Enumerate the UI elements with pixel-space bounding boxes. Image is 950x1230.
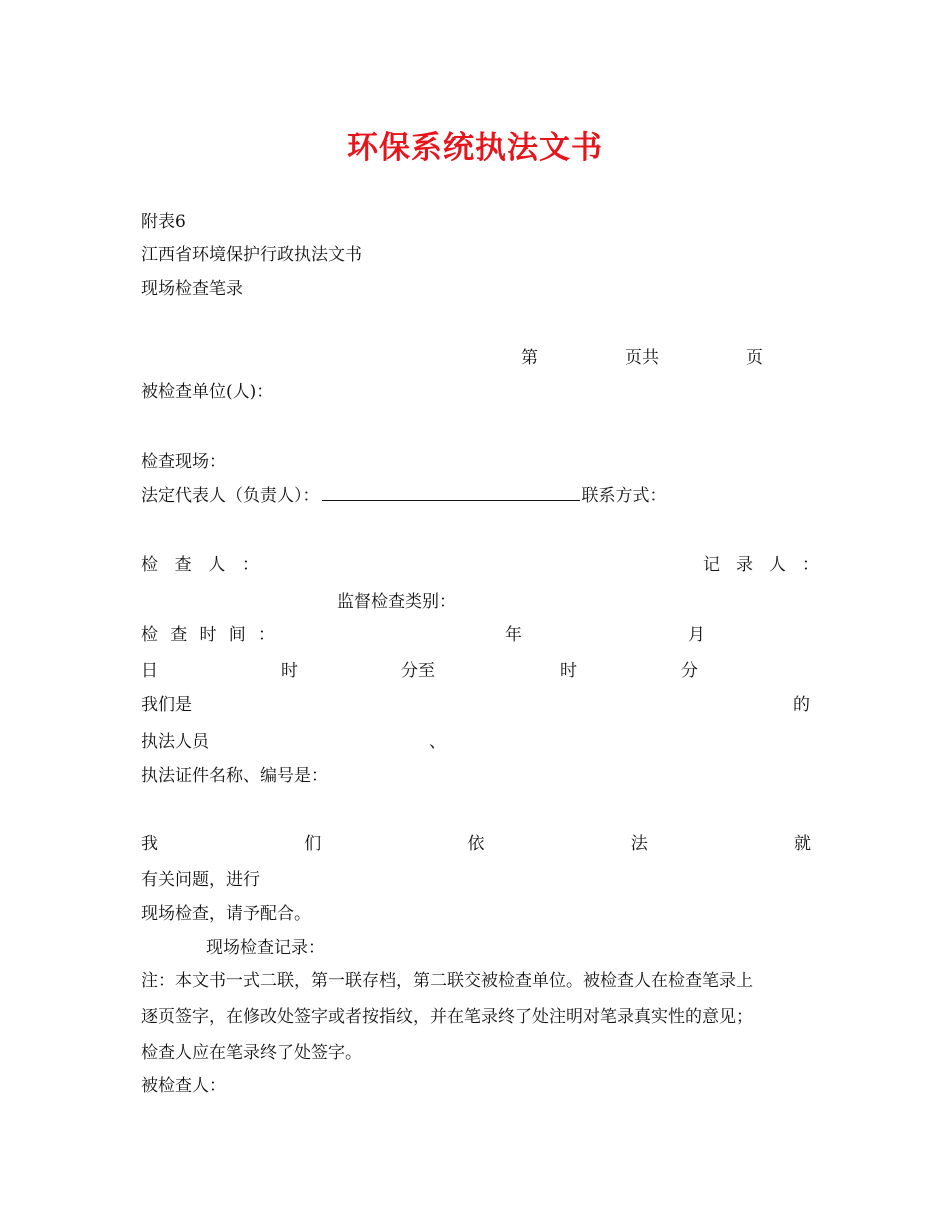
officers-separator: 、 [429,732,446,752]
category-label: 监督检查类别： [337,592,456,612]
of-label: 的 [793,695,810,715]
page-number-ye-gong: 页共 [625,348,659,368]
note-line-3: 检查人应在笔录终了处签字。 [141,1043,362,1063]
legal-rep-blank [322,483,580,501]
hour-label-1: 时 [281,661,298,681]
inspector-char-2: 查 [174,555,192,575]
certificate-label: 执法证件名称、编号是： [141,766,328,786]
time-char-5: ： [258,625,275,645]
cooperate-line: 现场检查，请予配合。 [141,904,311,924]
recorder-char-1: 记 [703,555,720,575]
statement-word-1: 我 [141,834,158,854]
we-are-label: 我们是 [141,695,192,715]
time-char-2: 查 [170,625,188,645]
agency-name: 江西省环境保护行政执法文书 [141,245,362,265]
recorder-char-2: 录 [736,555,753,575]
officers-label: 执法人员 [141,732,209,752]
page-number-di: 第 [521,348,538,368]
attachment-label: 附表6 [141,212,186,232]
form-name: 现场检查笔录 [141,279,243,299]
recorder-char-3: 人 [769,555,786,575]
statement-line [141,832,811,856]
statement-word-2: 们 [304,834,322,854]
statement-word-4: 法 [630,834,648,854]
legal-rep-label: 法定代表人（负责人）： [141,486,320,506]
note-line-1: 注：本文书一式二联，第一联存档，第二联交被检查单位。被检查人在检查笔录上 [141,971,753,991]
minute-label-2: 分 [681,661,698,681]
inspector-char-3: 人 [208,555,226,575]
record-label: 现场检查记录： [206,938,325,958]
inspector-char-4: ： [241,555,259,575]
time-char-1: 检 [141,625,158,645]
time-label [141,623,275,647]
statement-word-5: 就 [794,834,811,854]
note-line-2: 逐页签字，在修改处签字或者按指纹，并在笔录终了处注明对笔录真实性的意见； [141,1007,753,1027]
inspector-char-1: 检 [141,555,158,575]
contact-label: 联系方式： [581,486,667,506]
statement-word-3: 依 [467,834,485,854]
day-label: 日 [141,661,158,681]
hour-label-2: 时 [560,661,577,681]
time-char-4: 间 [228,625,246,645]
year-label: 年 [505,625,522,645]
document-title: 环保系统执法文书 [347,130,603,166]
inspector-label [141,553,259,577]
site-label: 检查现场： [141,452,226,472]
page-number-ye: 页 [746,348,763,368]
inspected-person-label: 被检查人： [141,1076,226,1096]
legal-rep-line [141,483,667,508]
minute-to-label: 分至 [401,661,435,681]
issues-line: 有关问题，进行 [141,870,260,890]
time-char-3: 时 [199,625,217,645]
recorder-char-4: ： [802,555,819,575]
recorder-label [703,553,819,577]
inspected-unit-label: 被检查单位(人)： [141,382,274,402]
month-label: 月 [688,625,705,645]
